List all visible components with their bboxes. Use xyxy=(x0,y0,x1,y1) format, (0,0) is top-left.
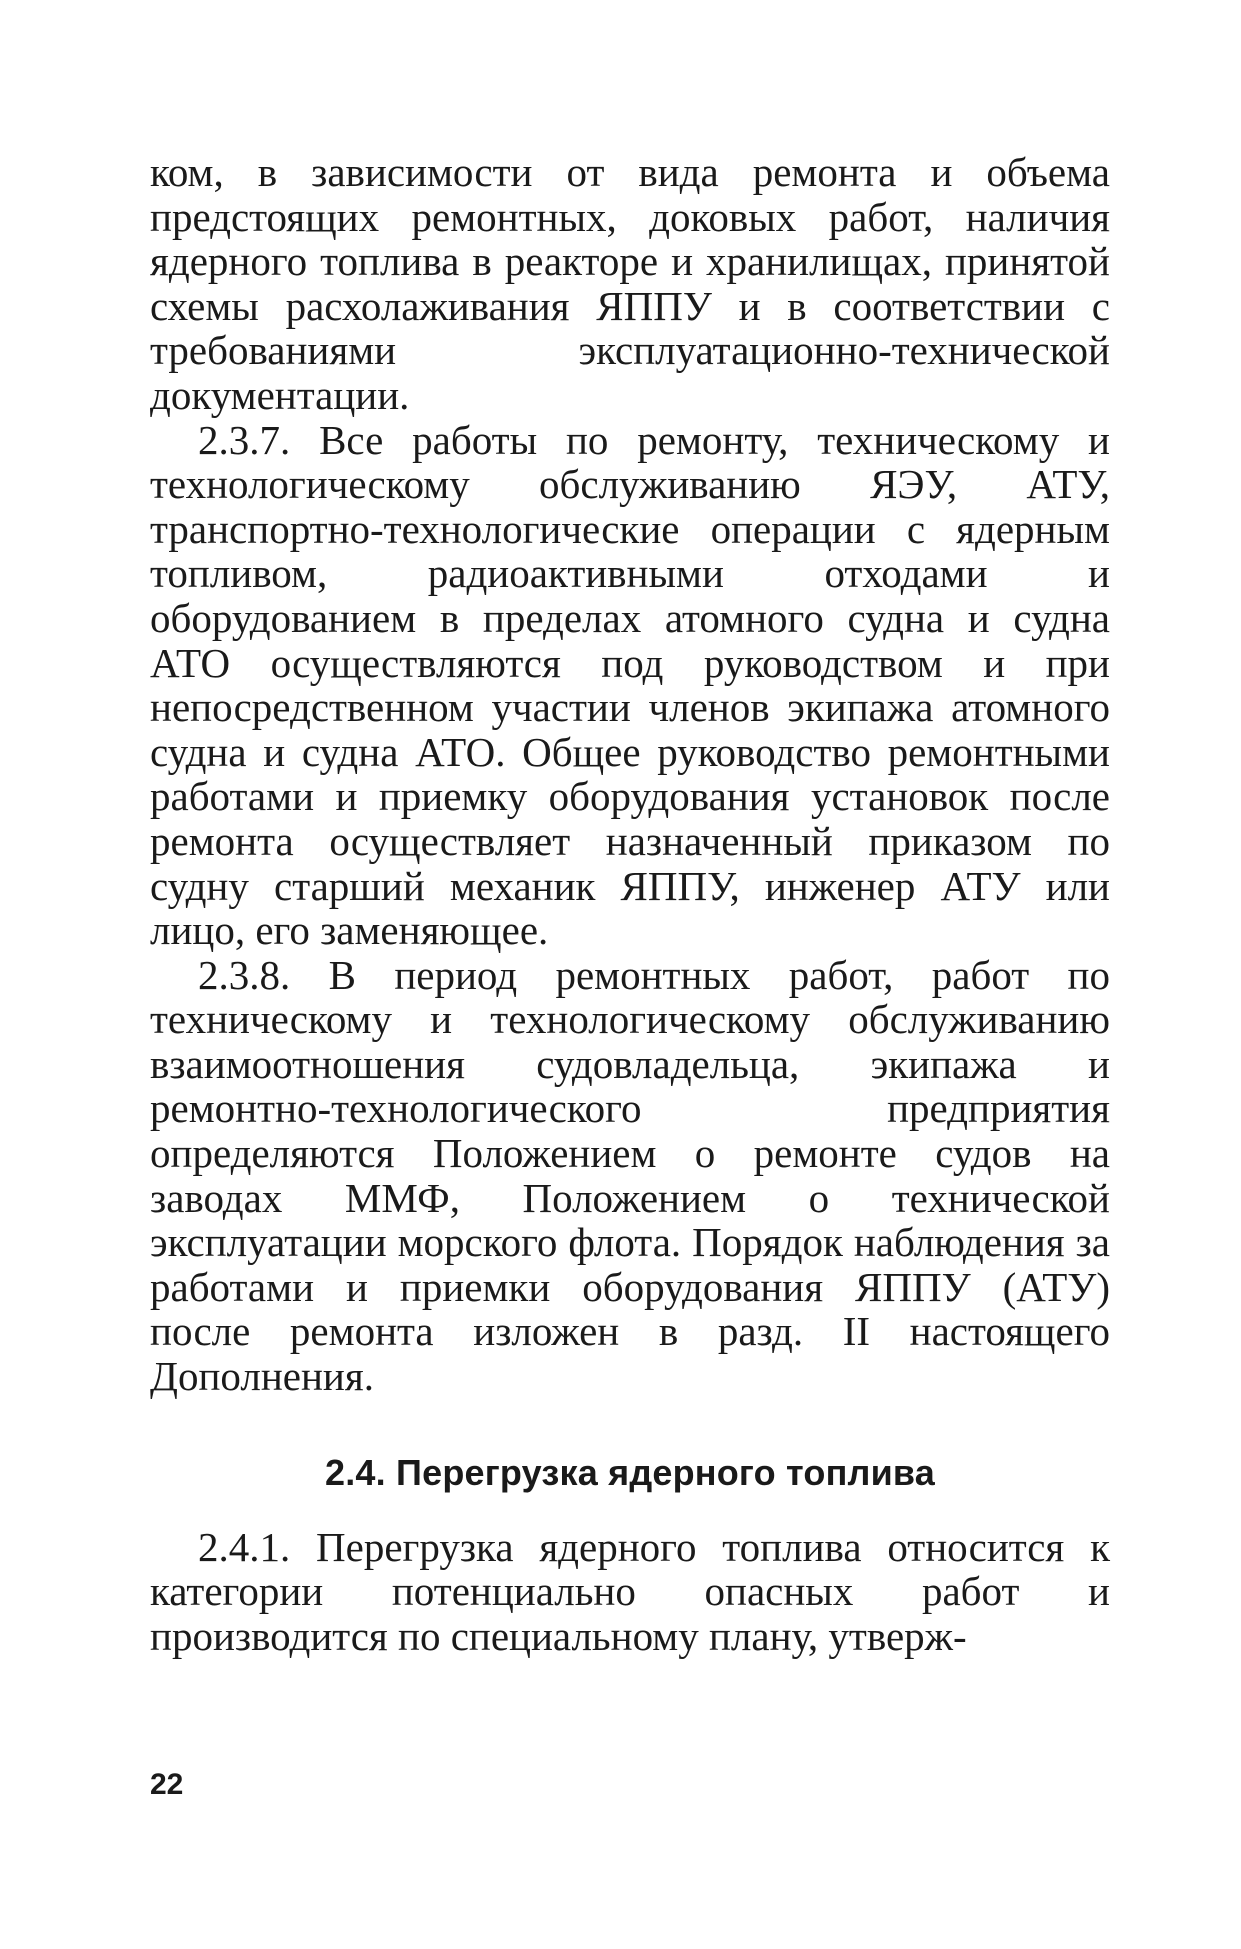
paragraph-continuation: ком, в зависимости от вида ремонта и объема предстоящих ремонтных, доковых работ, наличия ядерного топлива в реакторе и хранилищах, принятой схемы расхолаживания ЯППУ и в соответствии с требованиями эксплуатационно-технической документации. xyxy=(150,149,1110,418)
section-heading: 2.4. Перегрузка ядерного топлива xyxy=(324,1451,936,1493)
paragraph-2-3-7: 2.3.7. Все работы по ремонту, техническому и технологическому обслуживанию ЯЭУ, АТУ, транспортно-технологические операции с ядерным топливом, радиоактивными отходами и оборудованием в пределах атомного судна и судна АТО осуществляются под руководством и при непосредственном участии членов экипажа атомного судна и судна АТО. Общее руководство ремонтными работами и приемку оборудования установок после ремонта осуществляет назначенный приказом по судну старший механик ЯППУ, инженер АТУ или лицо, его заменяющее. xyxy=(150,416,1110,954)
page-body xyxy=(150,150,1110,1658)
paragraph-2-3-8: 2.3.8. В период ремонтных работ, работ по техническому и технологическому обслуживанию взаимоотношения судовладельца, экипажа и ремонтно-технологического предприятия определяются Положением о ремонте судов на заводах ММФ, Положением о технической эксплуатации морского флота. Порядок наблюдения за работами и приемки оборудования ЯППУ (АТУ) после ремонта изложен в разд. II настоящего Дополнения. xyxy=(150,951,1110,1400)
paragraph-2-4-1: 2.4.1. Перегрузка ядерного топлива относится к категории потенциально опасных работ и производится по специальному плану, утверж- xyxy=(150,1523,1110,1659)
page-number: 22 xyxy=(150,1768,184,1801)
